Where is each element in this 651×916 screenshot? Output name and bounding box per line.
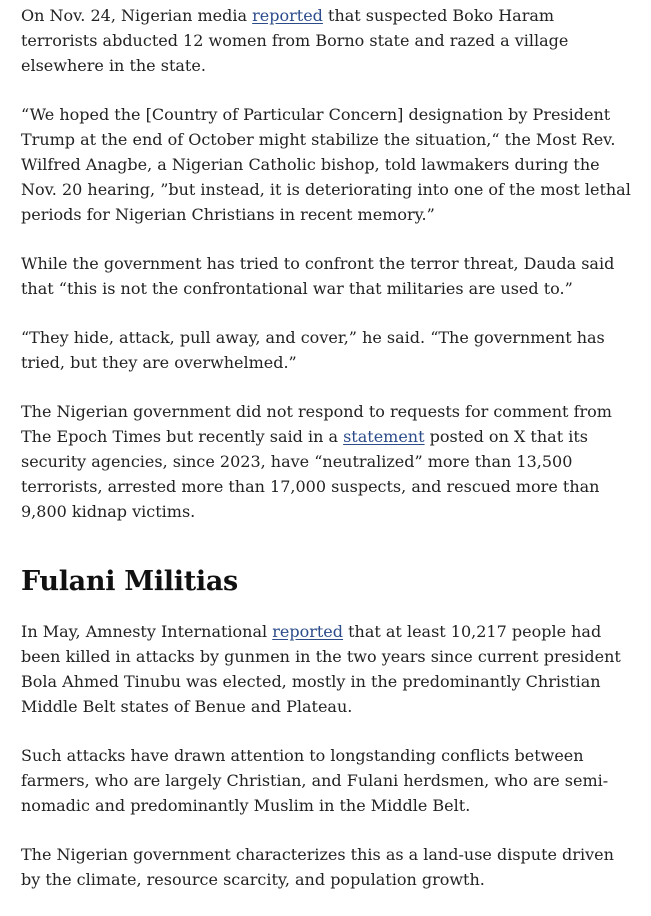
section-heading: Fulani Militias <box>21 566 238 597</box>
paragraph-dauda-quote: “They hide, attack, pull away, and cover,” he said. “The government has tried, but they are overwhelmed.” <box>21 328 605 372</box>
paragraph-text: On Nov. 24, Nigerian media <box>21 6 253 25</box>
paragraph-text: that at least 10,217 people had been killed in attacks by gunmen in the two years since current president Bola Ahmed Tinubu was elected, mostly in the predominantly Christian Middle Belt states of Benue and Plateau. <box>21 622 621 716</box>
paragraph-text: posted on X that its security agencies, since 2023, have “neutralized” more than 13,500 terrorists, arrested more than 17,000 suspects, and rescued more than 9,800 kidnap victims. <box>21 427 600 521</box>
paragraph-bishop-quote: “We hoped the [Country of Particular Concern] designation by President Trump at the end of October might stabilize the situation,“ the Most Rev. Wilfred Anagbe, a Nigerian Catholic bishop, told lawmakers during the Nov. 20 hearing, ”but instead, it is deteriorating into one of the most lethal periods for Nigerian Christians in recent memory.” <box>21 105 631 224</box>
paragraph-land-use-dispute: The Nigerian government characterizes this as a land-use dispute driven by the climate, resource scarcity, and population growth. <box>21 845 614 889</box>
paragraph-boko-haram-abduction <box>21 3 631 78</box>
paragraph-text: that suspected Boko Haram terrorists abducted 12 women from Borno state and razed a village elsewhere in the state. <box>21 6 569 75</box>
paragraph-amnesty-report <box>21 619 631 719</box>
reported-link[interactable]: reported <box>252 6 323 25</box>
paragraph-government-response: While the government has tried to confront the terror threat, Dauda said that “this is not the confrontational war that militaries are used to.” <box>21 254 615 298</box>
paragraph-text: The Nigerian government did not respond to requests for comment from The Epoch Times but recently said in a <box>21 402 612 446</box>
paragraph-farmers-herdsmen: Such attacks have drawn attention to longstanding conflicts between farmers, who are largely Christian, and Fulani herdsmen, who are semi-nomadic and predominantly Muslim in the Middle Belt. <box>21 746 609 815</box>
paragraph-text: In May, Amnesty International <box>21 622 273 641</box>
article-body <box>21 3 631 916</box>
statement-link[interactable]: statement <box>343 427 425 446</box>
amnesty-reported-link[interactable]: reported <box>272 622 344 641</box>
paragraph-government-statement <box>21 399 631 524</box>
